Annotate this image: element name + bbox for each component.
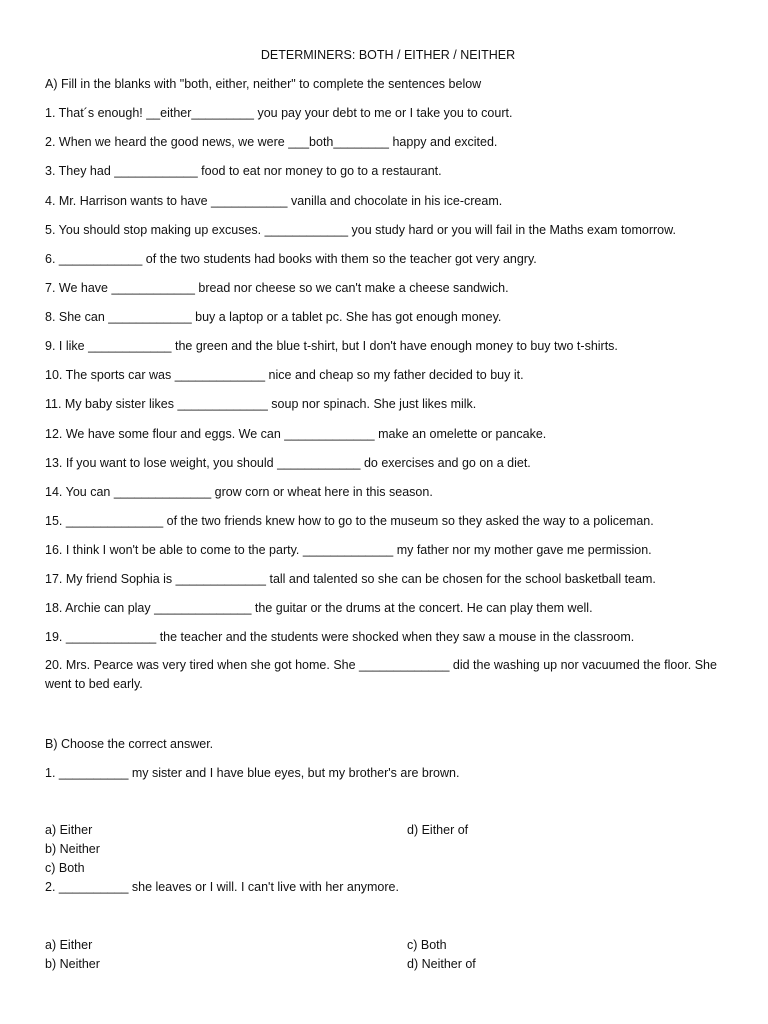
sentence-6: 6. ____________ of the two students had books with them so the teacher got very angry. <box>45 252 537 266</box>
question-2: 2. __________ she leaves or I will. I can't live with her anymore. <box>45 880 399 894</box>
sentence-15: 15. ______________ of the two friends knew how to go to the museum so they asked the way to a policeman. <box>45 514 654 528</box>
sentence-1: 1. That´s enough! __either_________ you pay your debt to me or I take you to court. <box>45 106 513 120</box>
q2-option-c: c) Both <box>407 938 447 952</box>
sentence-19: 19. _____________ the teacher and the students were shocked when they saw a mouse in the classroom. <box>45 630 635 644</box>
q1-option-a: a) Either <box>45 823 93 837</box>
q1-option-b: b) Neither <box>45 842 100 856</box>
sentence-8: 8. She can ____________ buy a laptop or a tablet pc. She has got enough money. <box>45 310 502 324</box>
section-b-instruction: B) Choose the correct answer. <box>45 737 214 751</box>
sentence-2: 2. When we heard the good news, we were ___both________ happy and excited. <box>45 135 498 149</box>
sentence-16: 16. I think I won't be able to come to the party. _____________ my father nor my mother gave me permission. <box>45 543 652 557</box>
section-a-instruction: A) Fill in the blanks with "both, either, neither" to complete the sentences below <box>45 77 482 91</box>
sentence-10: 10. The sports car was _____________ nice and cheap so my father decided to buy it. <box>45 368 524 382</box>
sentence-5: 5. You should stop making up excuses. ____________ you study hard or you will fail in the Maths exam tomorrow. <box>45 223 676 237</box>
sentence-20: 20. Mrs. Pearce was very tired when she got home. She _____________ did the washing up nor vacuumed the floor. She went to bed early. <box>45 658 717 691</box>
q1-option-c: c) Both <box>45 861 85 875</box>
sentence-13: 13. If you want to lose weight, you should ____________ do exercises and go on a diet. <box>45 456 531 470</box>
page-title: DETERMINERS: BOTH / EITHER / NEITHER <box>260 48 516 62</box>
sentence-4: 4. Mr. Harrison wants to have ___________ vanilla and chocolate in his ice-cream. <box>45 194 503 208</box>
q2-option-d: d) Neither of <box>407 957 476 971</box>
q1-option-d: d) Either of <box>407 823 469 837</box>
sentence-9: 9. I like ____________ the green and the blue t-shirt, but I don't have enough money to buy two t-shirts. <box>45 339 618 353</box>
sentence-18: 18. Archie can play ______________ the guitar or the drums at the concert. He can play them well. <box>45 601 593 615</box>
sentence-3: 3. They had ____________ food to eat nor money to go to a restaurant. <box>45 164 442 178</box>
question-1: 1. __________ my sister and I have blue eyes, but my brother's are brown. <box>45 766 460 780</box>
sentence-7: 7. We have ____________ bread nor cheese so we can't make a cheese sandwich. <box>45 281 509 295</box>
sentence-14: 14. You can ______________ grow corn or wheat here in this season. <box>45 485 433 499</box>
q2-option-a: a) Either <box>45 938 93 952</box>
sentence-11: 11. My baby sister likes _____________ soup nor spinach. She just likes milk. <box>45 397 477 411</box>
sentence-17: 17. My friend Sophia is _____________ tall and talented so she can be chosen for the school basketball team. <box>45 572 656 586</box>
sentence-12: 12. We have some flour and eggs. We can _____________ make an omelette or pancake. <box>45 427 547 441</box>
q2-option-b: b) Neither <box>45 957 100 971</box>
